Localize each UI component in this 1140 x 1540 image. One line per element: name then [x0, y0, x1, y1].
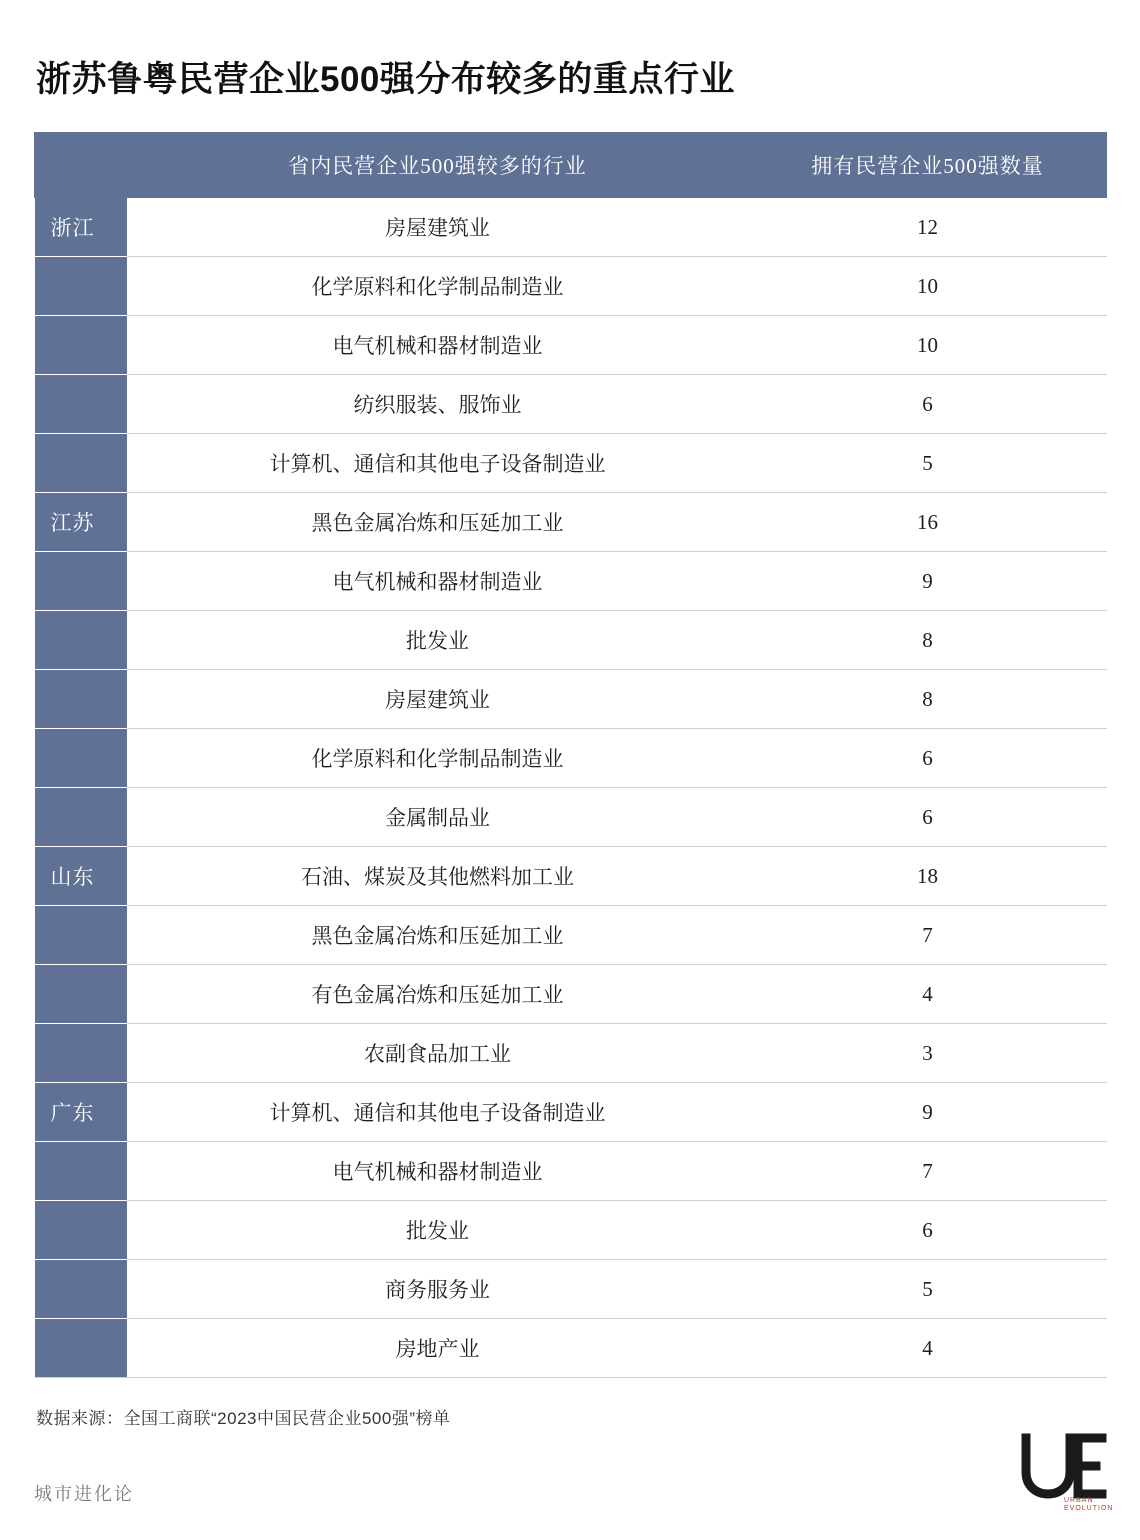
table-row: [35, 1083, 1107, 1142]
table-row: [35, 1319, 1107, 1378]
cell-province: [35, 552, 127, 611]
cell-count: 5: [749, 1260, 1107, 1319]
cell-industry: 计算机、通信和其他电子设备制造业: [127, 434, 749, 493]
cell-province: 江苏: [35, 493, 127, 552]
cell-province: [35, 788, 127, 847]
table-row: [35, 375, 1107, 434]
cell-province: [35, 1319, 127, 1378]
cell-province: [35, 257, 127, 316]
cell-industry: 石油、煤炭及其他燃料加工业: [127, 847, 749, 906]
cell-industry: 房屋建筑业: [127, 198, 749, 257]
cell-industry: 化学原料和化学制品制造业: [127, 729, 749, 788]
cell-count: 8: [749, 611, 1107, 670]
cell-province: [35, 611, 127, 670]
cell-count: 9: [749, 1083, 1107, 1142]
table-row: [35, 1024, 1107, 1083]
table-row: [35, 906, 1107, 965]
footer: [34, 1432, 1114, 1512]
cell-count: 6: [749, 1201, 1107, 1260]
cell-industry: 化学原料和化学制品制造业: [127, 257, 749, 316]
cell-count: 6: [749, 788, 1107, 847]
cell-industry: 批发业: [127, 1201, 749, 1260]
cell-industry: 电气机械和器材制造业: [127, 316, 749, 375]
cell-industry: 批发业: [127, 611, 749, 670]
table-body: [35, 198, 1107, 1378]
table-container: [34, 132, 1106, 1378]
cell-count: 3: [749, 1024, 1107, 1083]
cell-industry: 电气机械和器材制造业: [127, 552, 749, 611]
cell-province: 山东: [35, 847, 127, 906]
table-row: [35, 788, 1107, 847]
cell-industry: 黑色金属冶炼和压延加工业: [127, 493, 749, 552]
cell-count: 5: [749, 434, 1107, 493]
cell-count: 6: [749, 375, 1107, 434]
cell-province: [35, 1201, 127, 1260]
svg-text:EVOLUTION: EVOLUTION: [1064, 1505, 1114, 1512]
source-note: 数据来源：全国工商联“2023中国民营企业500强”榜单: [36, 1409, 451, 1428]
cell-industry: 金属制品业: [127, 788, 749, 847]
table-row: [35, 1142, 1107, 1201]
cell-industry: 有色金属冶炼和压延加工业: [127, 965, 749, 1024]
table-row: [35, 670, 1107, 729]
table-row: [35, 847, 1107, 906]
cell-industry: 农副食品加工业: [127, 1024, 749, 1083]
page-title: 浙苏鲁粤民营企业500强分布较多的重点行业: [36, 60, 735, 99]
cell-province: [35, 1260, 127, 1319]
cell-province: 广东: [35, 1083, 127, 1142]
cell-count: 10: [749, 257, 1107, 316]
cell-province: [35, 375, 127, 434]
cell-industry: 黑色金属冶炼和压延加工业: [127, 906, 749, 965]
svg-text:URBAN: URBAN: [1064, 1497, 1094, 1504]
logo-icon: [1018, 1432, 1114, 1512]
table-row: [35, 611, 1107, 670]
cell-count: 12: [749, 198, 1107, 257]
cell-industry: 纺织服装、服饰业: [127, 375, 749, 434]
cell-industry: 电气机械和器材制造业: [127, 1142, 749, 1201]
table-header-count: 拥有民营企业500强数量: [749, 133, 1107, 198]
table-row: [35, 1260, 1107, 1319]
cell-industry: 计算机、通信和其他电子设备制造业: [127, 1083, 749, 1142]
table-row: [35, 729, 1107, 788]
cell-province: [35, 316, 127, 375]
footer-brand: 城市进化论: [34, 1484, 134, 1504]
cell-count: 10: [749, 316, 1107, 375]
cell-count: 4: [749, 1319, 1107, 1378]
cell-count: 16: [749, 493, 1107, 552]
table-header: [35, 133, 1107, 198]
table-row: [35, 434, 1107, 493]
cell-count: 18: [749, 847, 1107, 906]
cell-industry: 房屋建筑业: [127, 670, 749, 729]
cell-count: 6: [749, 729, 1107, 788]
cell-count: 9: [749, 552, 1107, 611]
cell-province: [35, 434, 127, 493]
table-row: [35, 493, 1107, 552]
cell-province: [35, 1024, 127, 1083]
cell-count: 7: [749, 906, 1107, 965]
cell-count: 4: [749, 965, 1107, 1024]
table-row: [35, 316, 1107, 375]
table-row: [35, 257, 1107, 316]
cell-province: [35, 670, 127, 729]
cell-industry: 房地产业: [127, 1319, 749, 1378]
table-row: [35, 198, 1107, 257]
cell-province: [35, 729, 127, 788]
cell-province: [35, 965, 127, 1024]
industries-table: [34, 132, 1107, 1378]
table-header-industry: 省内民营企业500强较多的行业: [127, 133, 749, 198]
table-header-row: [35, 133, 1107, 198]
cell-count: 8: [749, 670, 1107, 729]
table-row: [35, 1201, 1107, 1260]
table-row: [35, 965, 1107, 1024]
cell-industry: 商务服务业: [127, 1260, 749, 1319]
cell-province: 浙江: [35, 198, 127, 257]
table-header-province: [35, 133, 127, 198]
table-row: [35, 552, 1107, 611]
cell-province: [35, 906, 127, 965]
cell-count: 7: [749, 1142, 1107, 1201]
cell-province: [35, 1142, 127, 1201]
